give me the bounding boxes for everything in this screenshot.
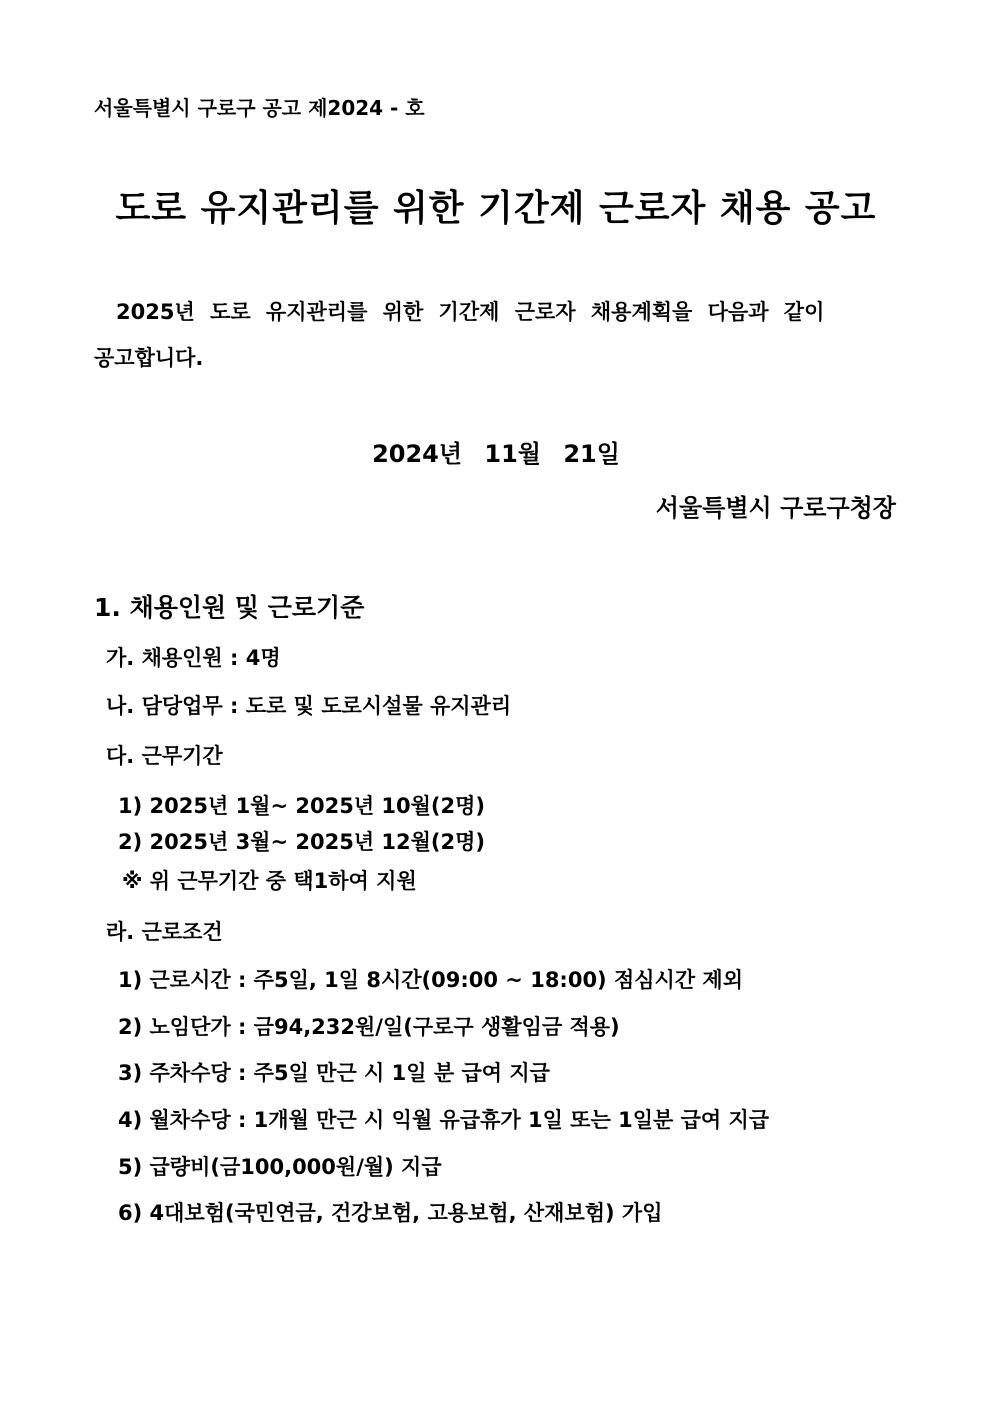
item-duties: 나. 담당업무 : 도로 및 도로시설물 유지관리 [106,694,512,718]
announcement-date: 2024년 11월 21일 [372,440,620,468]
item-work-conditions: 라. 근로조건 [106,920,223,944]
condition-meal-allowance: 5) 급량비(금100,000원/월) 지급 [118,1155,442,1179]
condition-wage: 2) 노임단가 : 금94,232원/일(구로구 생활임금 적용) [118,1015,620,1039]
condition-monthly-allowance: 4) 월차수당 : 1개월 만근 시 익월 유급휴가 1일 또는 1일분 급여 지급 [118,1108,770,1132]
page-title: 도로 유지관리를 위한 기간제 근로자 채용 공고 [115,188,877,229]
condition-work-hours: 1) 근로시간 : 주5일, 1일 8시간(09:00 ~ 18:00) 점심시간 제외 [118,968,743,992]
section-heading: 1. 채용인원 및 근로기준 [94,593,365,622]
period-option-1: 1) 2025년 1월~ 2025년 10월(2명) [118,794,486,818]
item-work-period: 다. 근무기간 [106,744,223,768]
period-note: ※ 위 근무기간 중 택1하여 지원 [122,869,417,893]
intro-text-line-1: 2025년 도로 유지관리를 위한 기간제 근로자 채용계획을 다음과 같이 [116,300,825,324]
intro-text-line-2: 공고합니다. [94,346,204,370]
condition-weekly-allowance: 3) 주차수당 : 주5일 만근 시 1일 분 급여 지급 [118,1061,550,1085]
period-option-2: 2) 2025년 3월~ 2025년 12월(2명) [118,830,486,854]
condition-insurance: 6) 4대보험(국민연금, 건강보험, 고용보험, 산재보험) 가입 [118,1201,663,1225]
notice-number: 서울특별시 구로구 공고 제2024 - 호 [94,96,425,120]
issuer-name: 서울특별시 구로구청장 [655,494,896,522]
item-recruit-count: 가. 채용인원 : 4명 [106,646,281,670]
